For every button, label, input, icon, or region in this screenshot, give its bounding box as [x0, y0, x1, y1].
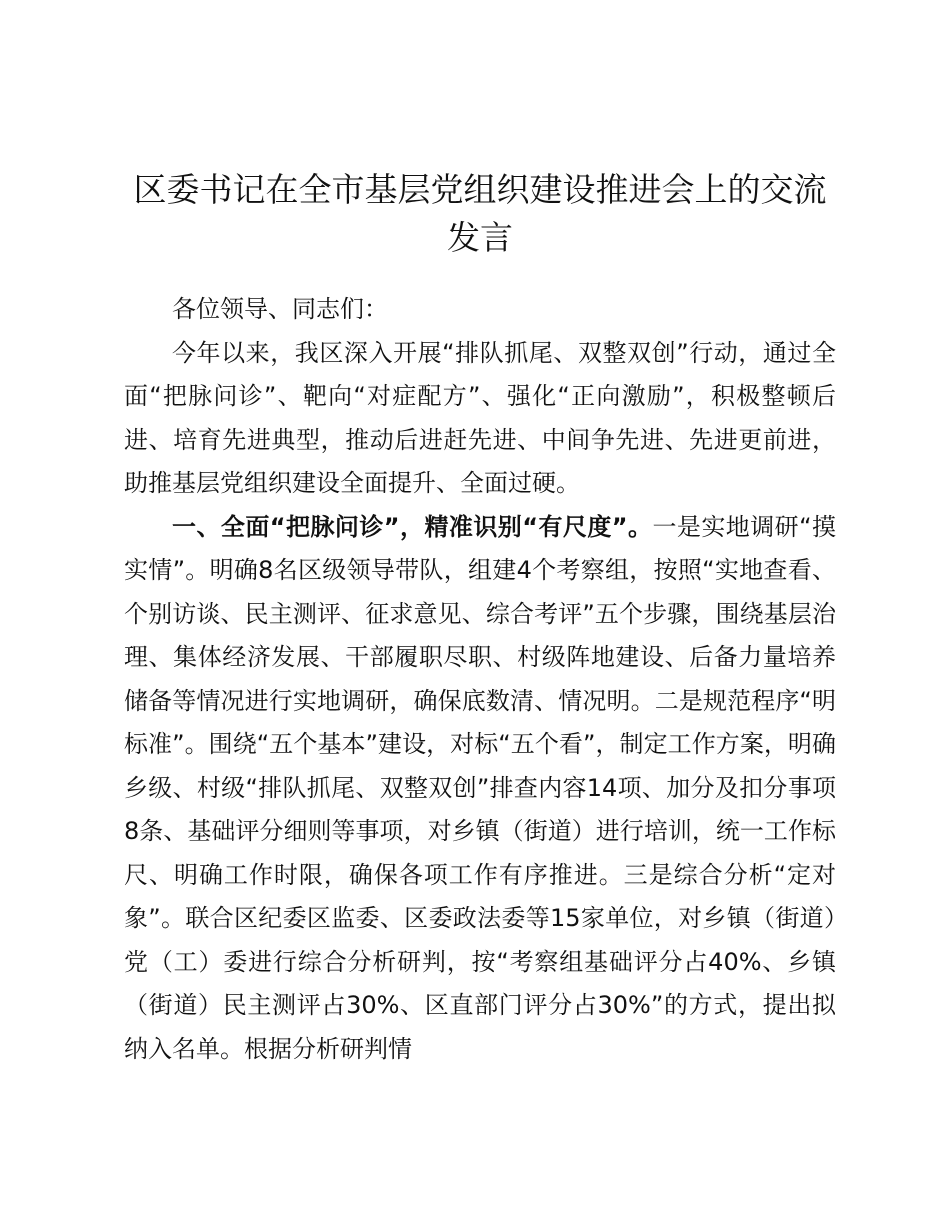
intro-paragraph: 今年以来，我区深入开展“排队抓尾、双整双创”行动，通过全面“把脉问诊”、靶向“对症配方”、强化“正向激励”，积极整顿后进、培育先进典型，推动后进赶先进、中间争先进、先进更前进，助推基层党组织建设全面提升、全面过硬。: [124, 338, 836, 497]
document-title: 区委书记在全市基层党组织建设推进会上的交流发言: [133, 170, 827, 257]
section-1-heading: 一、全面“把脉问诊”，精准识别“有尺度”。: [172, 512, 653, 541]
section-1-paragraph: [124, 506, 836, 1072]
greeting-paragraph: 各位领导、同志们：: [172, 295, 388, 323]
section-1-body: 一是实地调研“摸实情”。明确8名区级领导带队，组建4个考察组，按照“实地查看、个别访谈、民主测评、征求意见、综合考评”五个步骤，围绕基层治理、集体经济发展、干部履职尽职、村级阵地建设、后备力量培养储备等情况进行实地调研，确保底数清、情况明。二是规范程序“明标准”。围绕“五个基本”建设，对标“五个看”，制定工作方案，明确乡级、村级“排队抓尾、双整双创”排查内容14项、加分及扣分事项8条、基础评分细则等事项，对乡镇（街道）进行培训，统一工作标尺、明确工作时限，确保各项工作有序推进。三是综合分析“定对象”。联合区纪委区监委、区委政法委等15家单位，对乡镇（街道）党（工）委进行综合分析研判，按“考察组基础评分占40%、乡镇（街道）民主测评占30%、区直部门评分占30%”的方式，提出拟纳入名单。根据分析研判情: [124, 512, 837, 1063]
